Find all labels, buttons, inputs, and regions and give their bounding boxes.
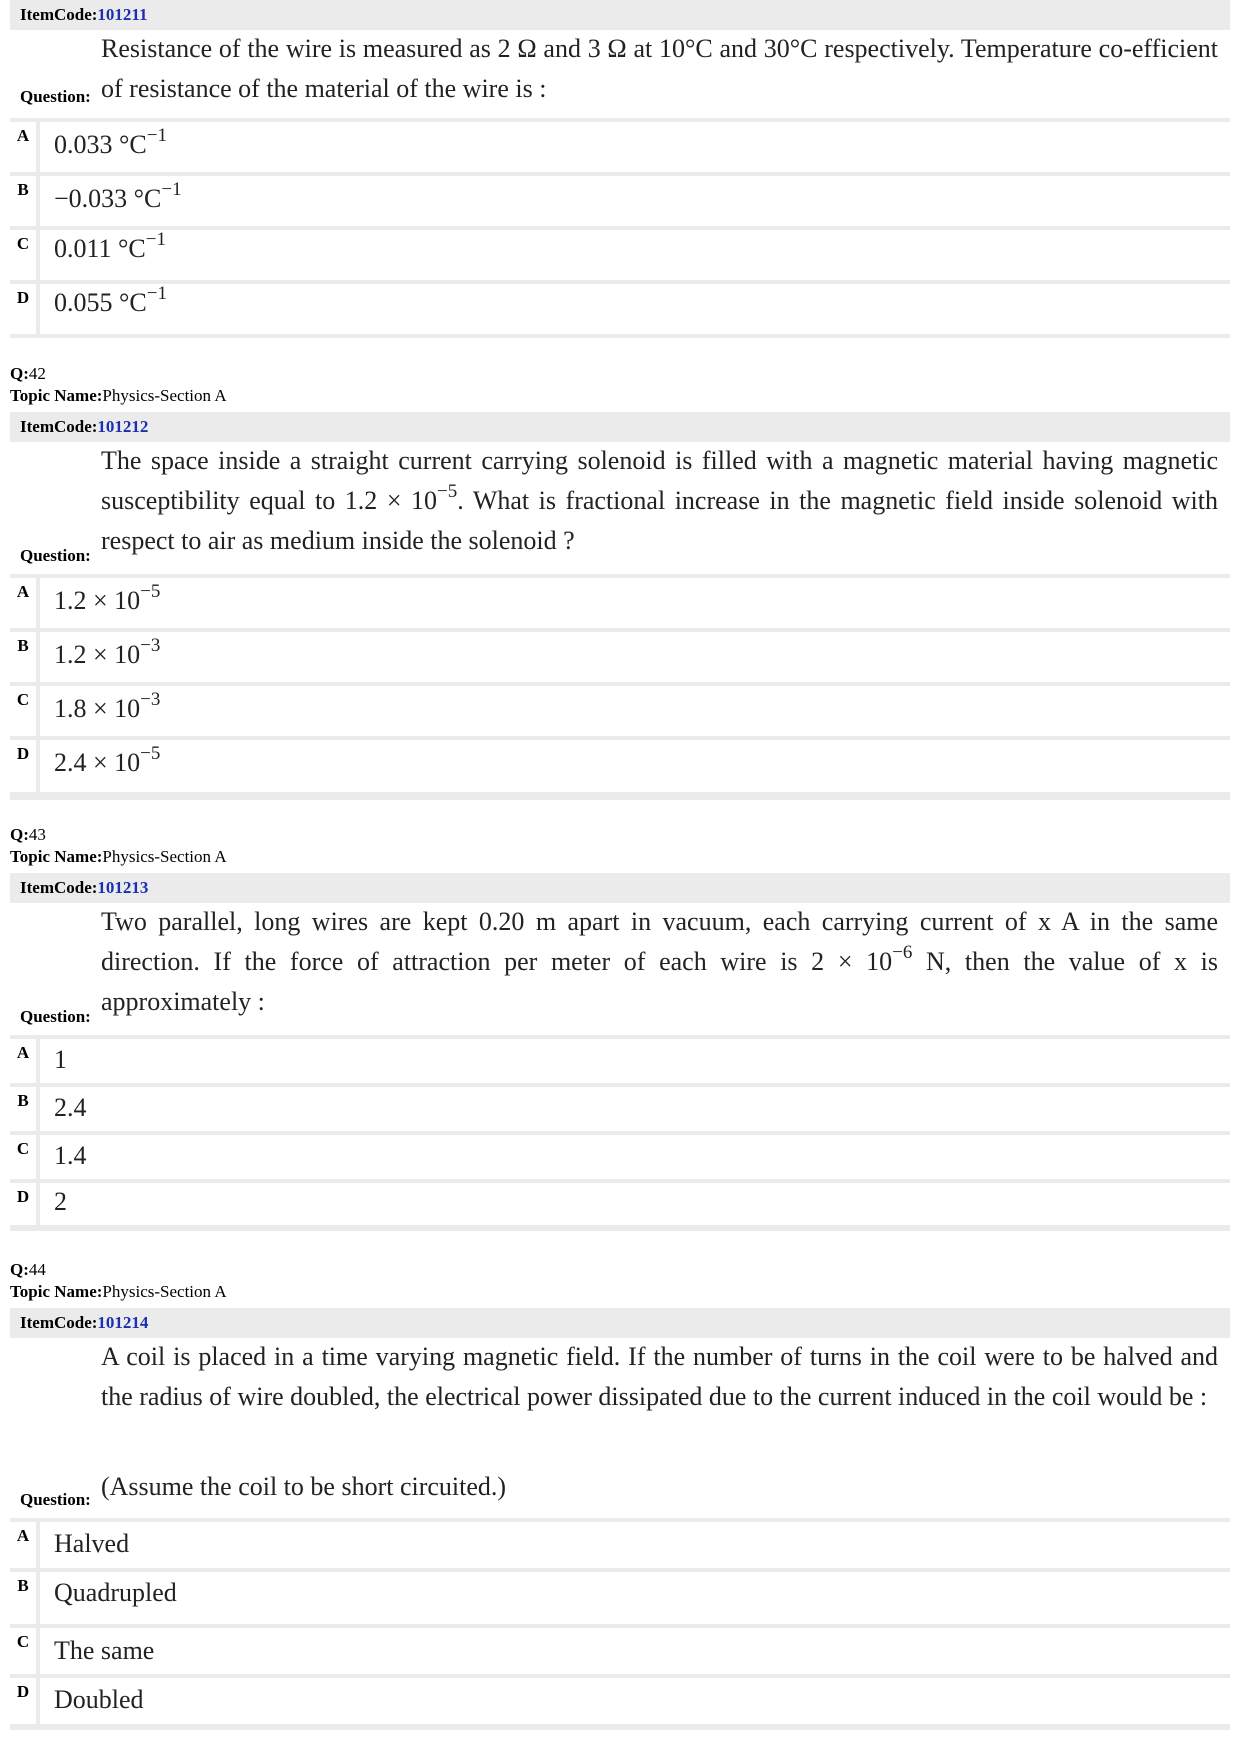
option-text: −0.033 $^\circ C^{-1}$ bbox=[54, 179, 182, 213]
option-text: 0.011 $^\circ C^{-1}$ bbox=[54, 229, 166, 263]
option-letter: A bbox=[10, 1039, 40, 1083]
option-letter: D bbox=[10, 1678, 40, 1724]
option-text: $2.4 \times 10^{-5}$ bbox=[54, 743, 161, 777]
option-d[interactable] bbox=[10, 740, 1230, 792]
option-text: 0.055 $^\circ C^{-1}$ bbox=[54, 283, 167, 317]
option-letter: B bbox=[10, 176, 40, 226]
option-text: $1.2 \times 10^{-5}$ bbox=[54, 581, 161, 615]
question-header-42 bbox=[10, 363, 610, 407]
item-code-value[interactable]: 101213 bbox=[97, 878, 149, 897]
topic-label: Topic Name: bbox=[10, 847, 103, 866]
option-b[interactable] bbox=[10, 632, 1230, 682]
question-card-101212 bbox=[10, 412, 1230, 800]
question-number-label: Q: bbox=[10, 364, 29, 383]
question-text: The space inside a straight current carrying solenoid is filled with a magnetic material having magnetic susceptibility equal to $1.2 \times 10^{-5}$. What is fractional increase in the magnetic field inside solenoid with respect to air as medium inside the solenoid ? bbox=[101, 446, 1218, 555]
option-text: 2 bbox=[54, 1187, 67, 1216]
question-label: Question: bbox=[20, 87, 91, 106]
option-text: 0.033 $^\circ C^{-1}$ bbox=[54, 125, 167, 159]
item-code-value[interactable]: 101212 bbox=[97, 417, 149, 436]
option-text: $1.2 \times 10^{-3}$ bbox=[54, 635, 161, 669]
option-letter: B bbox=[10, 1087, 40, 1131]
option-letter: C bbox=[10, 230, 40, 280]
item-code-row bbox=[10, 1308, 1230, 1338]
option-c[interactable] bbox=[10, 1628, 1230, 1674]
question-text: Resistance of the wire is measured as 2 Ω and 3 Ω at 10°C and 30°C respectively. Temperature co-efficient of resistance of the material of the wire is : bbox=[101, 34, 1218, 103]
option-a[interactable] bbox=[10, 578, 1230, 628]
question-card-101214 bbox=[10, 1308, 1230, 1730]
question-header-44 bbox=[10, 1259, 610, 1303]
option-b[interactable] bbox=[10, 176, 1230, 226]
question-cell bbox=[10, 1338, 1230, 1518]
option-d[interactable] bbox=[10, 284, 1230, 334]
topic-label: Topic Name: bbox=[10, 1282, 103, 1301]
option-c[interactable] bbox=[10, 230, 1230, 280]
option-letter: D bbox=[10, 284, 40, 334]
option-a[interactable] bbox=[10, 122, 1230, 172]
question-note: (Assume the coil to be short circuited.) bbox=[101, 1472, 507, 1501]
option-text: Halved bbox=[54, 1529, 130, 1558]
question-label: Question: bbox=[20, 1490, 91, 1509]
item-code-label: ItemCode: bbox=[20, 878, 98, 897]
option-letter: C bbox=[10, 686, 40, 736]
item-code-label: ItemCode: bbox=[20, 417, 98, 436]
item-code-row bbox=[10, 0, 1230, 30]
option-d[interactable] bbox=[10, 1183, 1230, 1225]
question-number: 43 bbox=[28, 825, 46, 844]
item-code-row bbox=[10, 873, 1230, 903]
option-c[interactable] bbox=[10, 1135, 1230, 1179]
option-text: 1 bbox=[54, 1045, 67, 1074]
option-a[interactable] bbox=[10, 1039, 1230, 1083]
option-letter: C bbox=[10, 1135, 40, 1179]
option-b[interactable] bbox=[10, 1087, 1230, 1131]
question-label: Question: bbox=[20, 546, 91, 565]
option-text: $1.8 \times 10^{-3}$ bbox=[54, 689, 161, 723]
option-text: Doubled bbox=[54, 1685, 144, 1714]
option-letter: D bbox=[10, 1183, 40, 1225]
option-d[interactable] bbox=[10, 1678, 1230, 1724]
item-code-label: ItemCode: bbox=[20, 5, 98, 24]
question-number-label: Q: bbox=[10, 1260, 29, 1279]
question-card-101211 bbox=[10, 0, 1230, 338]
question-label: Question: bbox=[20, 1007, 91, 1026]
option-letter: B bbox=[10, 632, 40, 682]
item-code-label: ItemCode: bbox=[20, 1313, 98, 1332]
question-cell bbox=[10, 442, 1230, 574]
question-text: A coil is placed in a time varying magnetic field. If the number of turns in the coil were to be halved and the radius of wire doubled, the electrical power dissipated due to the current induced in the coil would be : bbox=[101, 1342, 1218, 1411]
option-b[interactable] bbox=[10, 1572, 1230, 1624]
option-c[interactable] bbox=[10, 686, 1230, 736]
topic-name: Physics-Section A bbox=[102, 847, 227, 866]
option-text: 1.4 bbox=[54, 1141, 87, 1170]
question-card-101213 bbox=[10, 873, 1230, 1231]
question-number: 42 bbox=[28, 364, 46, 383]
question-header-43 bbox=[10, 824, 610, 868]
question-text: Two parallel, long wires are kept 0.20 m apart in vacuum, each carrying current of x A in the same direction. If the force of attraction per meter of each wire is $2 \times 10^{-6}$ N, then the value of x is approximately : bbox=[101, 907, 1218, 1016]
question-cell bbox=[10, 903, 1230, 1035]
item-code-row bbox=[10, 412, 1230, 442]
question-cell bbox=[10, 30, 1230, 118]
option-letter: B bbox=[10, 1572, 40, 1624]
topic-name: Physics-Section A bbox=[102, 386, 227, 405]
item-code-value[interactable]: 101214 bbox=[97, 1313, 149, 1332]
option-letter: C bbox=[10, 1628, 40, 1674]
option-text: Quadrupled bbox=[54, 1578, 177, 1607]
option-a[interactable] bbox=[10, 1522, 1230, 1568]
question-number-label: Q: bbox=[10, 825, 29, 844]
option-letter: A bbox=[10, 122, 40, 172]
question-number: 44 bbox=[28, 1260, 46, 1279]
option-letter: A bbox=[10, 578, 40, 628]
option-letter: D bbox=[10, 740, 40, 792]
option-letter: A bbox=[10, 1522, 40, 1568]
option-text: The same bbox=[54, 1636, 155, 1665]
item-code-value[interactable]: 101211 bbox=[97, 5, 148, 24]
topic-name: Physics-Section A bbox=[102, 1282, 227, 1301]
option-text: 2.4 bbox=[54, 1093, 87, 1122]
topic-label: Topic Name: bbox=[10, 386, 103, 405]
